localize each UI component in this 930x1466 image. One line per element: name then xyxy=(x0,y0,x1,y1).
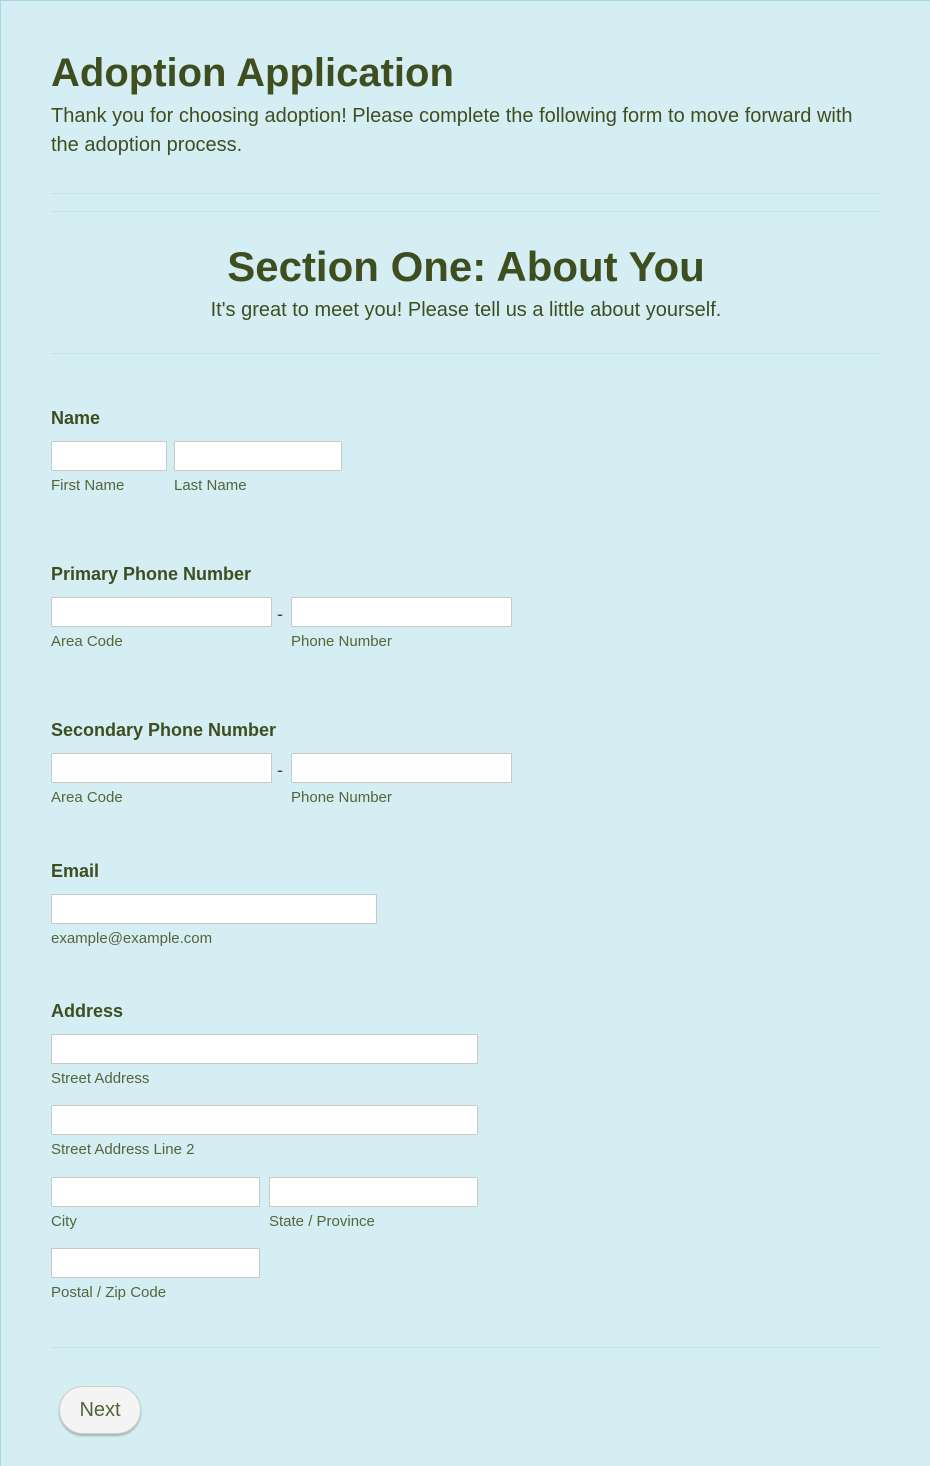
divider-bottom xyxy=(51,1347,881,1348)
first-name-sublabel: First Name xyxy=(51,477,125,494)
page-title: Adoption Application xyxy=(51,51,454,95)
next-button[interactable]: Next xyxy=(59,1386,141,1434)
divider-top-2 xyxy=(51,211,881,212)
state-province-input[interactable] xyxy=(269,1177,478,1207)
postal-code-input[interactable] xyxy=(51,1248,260,1278)
secondary-area-code-input[interactable] xyxy=(51,753,272,783)
primary-area-code-input[interactable] xyxy=(51,597,272,627)
first-name-input[interactable] xyxy=(51,441,167,471)
primary-phone-number-sublabel: Phone Number xyxy=(291,633,392,650)
secondary-phone-separator: - xyxy=(277,760,283,780)
street-address-sublabel: Street Address xyxy=(51,1070,150,1087)
divider-section xyxy=(51,353,881,354)
email-sublabel: example@example.com xyxy=(51,930,213,947)
section-title: Section One: About You xyxy=(227,243,705,290)
primary-area-code-sublabel: Area Code xyxy=(51,633,123,650)
secondary-phone-label: Secondary Phone Number xyxy=(51,720,277,740)
state-province-sublabel: State / Province xyxy=(269,1213,375,1230)
last-name-input[interactable] xyxy=(174,441,342,471)
email-label: Email xyxy=(51,861,100,881)
secondary-phone-number-input[interactable] xyxy=(291,753,512,783)
secondary-area-code-sublabel: Area Code xyxy=(51,789,123,806)
page-intro: Thank you for choosing adoption! Please complete the following form to move forward with the adoption process. xyxy=(51,105,853,156)
primary-phone-number-input[interactable] xyxy=(291,597,512,627)
primary-phone-label: Primary Phone Number xyxy=(51,564,252,584)
email-input[interactable] xyxy=(51,894,377,924)
name-label: Name xyxy=(51,408,101,428)
address-label: Address xyxy=(51,1001,124,1021)
postal-code-sublabel: Postal / Zip Code xyxy=(51,1284,167,1301)
secondary-phone-number-sublabel: Phone Number xyxy=(291,789,392,806)
city-input[interactable] xyxy=(51,1177,260,1207)
city-sublabel: City xyxy=(51,1213,77,1230)
section-subtitle: It's great to meet you! Please tell us a little about yourself. xyxy=(210,299,722,321)
last-name-sublabel: Last Name xyxy=(174,477,247,494)
street-address-line2-sublabel: Street Address Line 2 xyxy=(51,1141,195,1158)
primary-phone-separator: - xyxy=(277,604,283,624)
street-address-line2-input[interactable] xyxy=(51,1105,478,1135)
divider-top xyxy=(51,193,881,194)
street-address-input[interactable] xyxy=(51,1034,478,1064)
